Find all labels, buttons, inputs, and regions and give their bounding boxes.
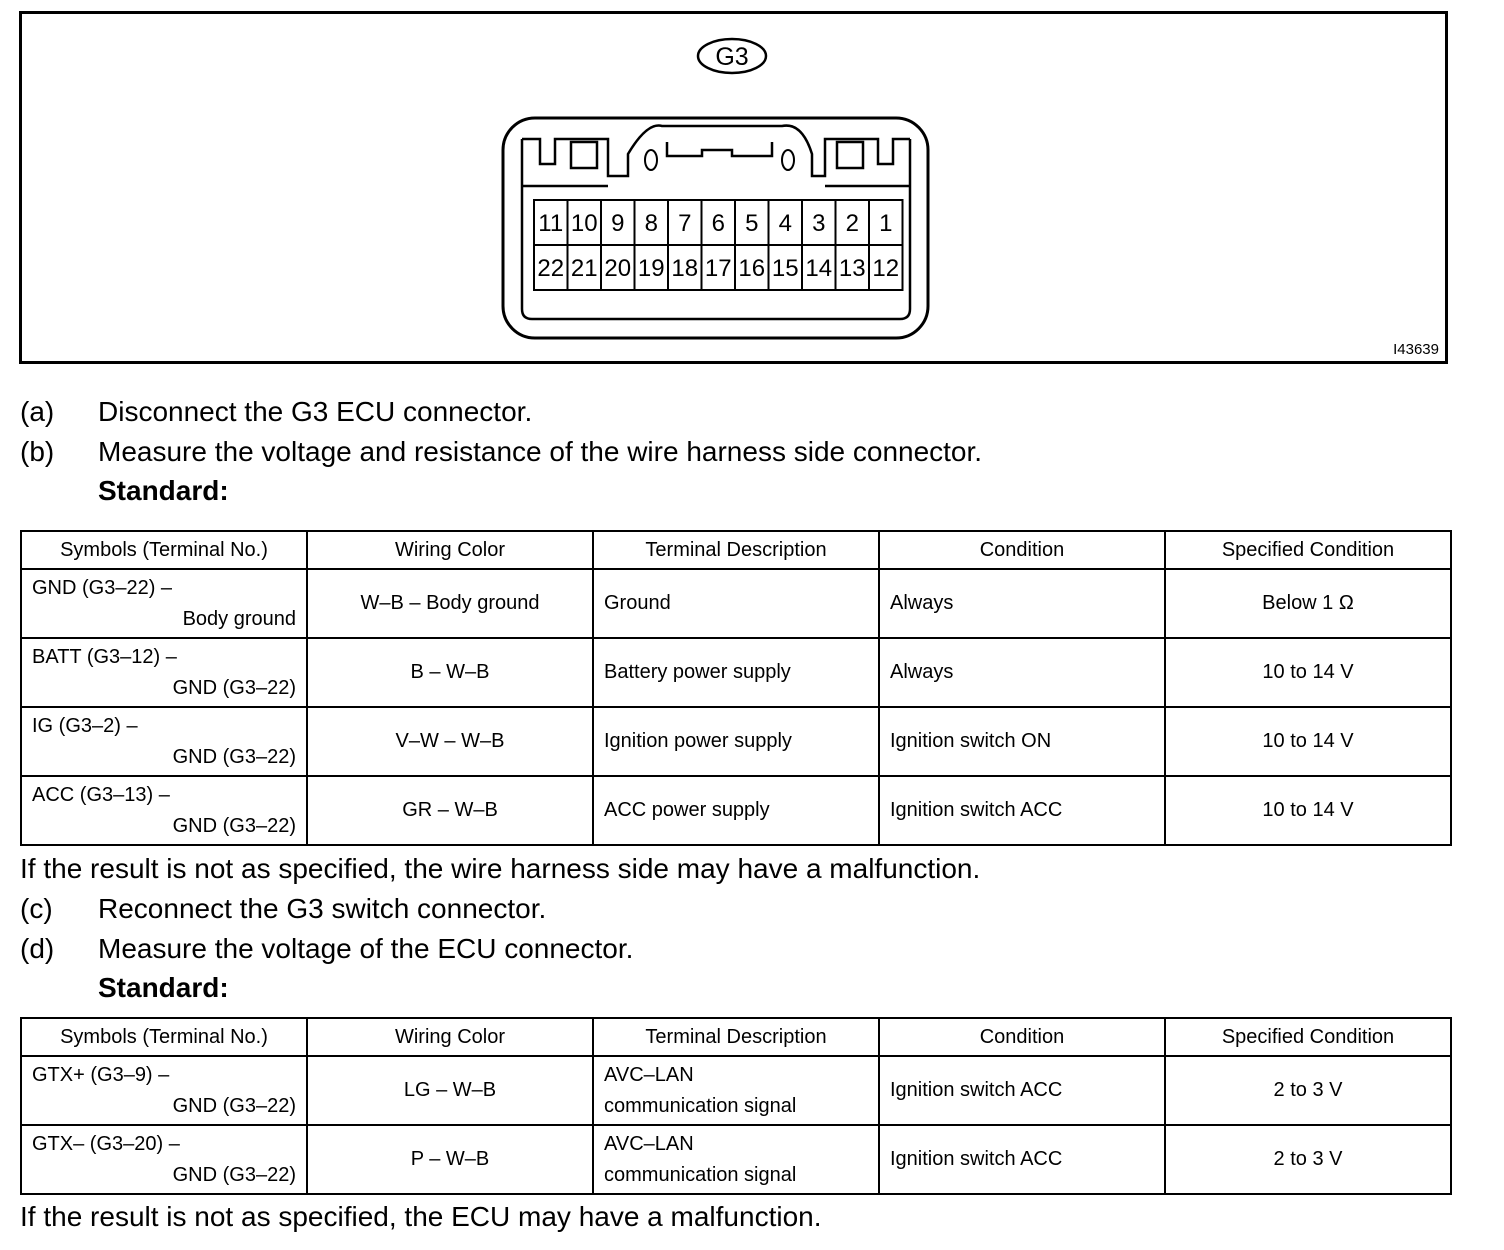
cell-wiring-color: W–B – Body ground <box>307 569 593 638</box>
cell-condition: Always <box>879 638 1165 707</box>
pin-number: 15 <box>771 255 799 282</box>
pin-number: 17 <box>704 255 732 282</box>
cell-specified-condition: 2 to 3 V <box>1165 1056 1451 1125</box>
step-a-text: Disconnect the G3 ECU connector. <box>98 396 533 427</box>
pin-number: 8 <box>644 210 658 237</box>
pin-number: 22 <box>537 255 565 282</box>
column-header: Specified Condition <box>1165 531 1451 569</box>
pin-number: 20 <box>604 255 632 282</box>
cell-specified-condition: 10 to 14 V <box>1165 707 1451 776</box>
cell-symbol: IG (G3–2) – GND (G3–22) <box>21 707 307 776</box>
figure-id: I43639 <box>1393 341 1439 358</box>
cell-specified-condition: Below 1 Ω <box>1165 569 1451 638</box>
standard-heading-1: Standard: <box>98 475 229 506</box>
column-header: Specified Condition <box>1165 1018 1451 1056</box>
center-key <box>667 142 772 156</box>
connector-label: G3 <box>715 43 749 71</box>
pin-number: 19 <box>637 255 665 282</box>
table-row <box>21 707 1451 776</box>
column-header: Symbols (Terminal No.) <box>21 1018 307 1056</box>
pin-number: 6 <box>711 210 725 237</box>
pin-number: 2 <box>845 210 859 237</box>
cell-wiring-color: GR – W–B <box>307 776 593 845</box>
column-header: Condition <box>879 531 1165 569</box>
cell-condition: Ignition switch ON <box>879 707 1165 776</box>
right-latch-square <box>837 142 863 168</box>
column-header: Terminal Description <box>593 1018 879 1056</box>
left-guide-pin <box>645 150 657 170</box>
cell-terminal-description: ACC power supply <box>593 776 879 845</box>
cell-terminal-description: Battery power supply <box>593 638 879 707</box>
pin-grid <box>534 200 903 290</box>
column-header: Condition <box>879 1018 1165 1056</box>
table-row <box>21 1056 1451 1125</box>
cell-terminal-description: Ground <box>593 569 879 638</box>
spec-table-harness <box>20 530 1452 846</box>
table-row <box>21 776 1451 845</box>
cell-condition: Ignition switch ACC <box>879 1125 1165 1194</box>
pin-number: 7 <box>678 210 692 237</box>
pin-number: 14 <box>805 255 833 282</box>
table-row <box>21 638 1451 707</box>
cell-symbol: ACC (G3–13) – GND (G3–22) <box>21 776 307 845</box>
pin-number: 5 <box>745 210 759 237</box>
cell-terminal-description: Ignition power supply <box>593 707 879 776</box>
connector-figure <box>19 11 1448 364</box>
step-d <box>20 933 633 965</box>
left-latch-square <box>571 142 597 168</box>
spec-table-ecu <box>20 1017 1452 1195</box>
column-header: Symbols (Terminal No.) <box>21 531 307 569</box>
table-row <box>21 1125 1451 1194</box>
cell-wiring-color: V–W – W–B <box>307 707 593 776</box>
column-header: Wiring Color <box>307 531 593 569</box>
table-header-row <box>21 531 1451 569</box>
cell-terminal-description: AVC–LAN communication signal <box>593 1125 879 1194</box>
step-a-label: (a) <box>20 396 55 427</box>
cell-symbol: GTX– (G3–20) – GND (G3–22) <box>21 1125 307 1194</box>
cell-condition: Always <box>879 569 1165 638</box>
connector-diagram <box>22 14 1445 361</box>
pin-number: 12 <box>872 255 900 282</box>
cell-wiring-color: LG – W–B <box>307 1056 593 1125</box>
step-c <box>20 893 546 925</box>
pin-number: 3 <box>812 210 826 237</box>
right-guide-pin <box>782 150 794 170</box>
column-header: Terminal Description <box>593 531 879 569</box>
table-row <box>21 569 1451 638</box>
cell-condition: Ignition switch ACC <box>879 1056 1165 1125</box>
table-header-row <box>21 1018 1451 1056</box>
pin-number: 16 <box>738 255 766 282</box>
note-harness: If the result is not as specified, the wire harness side may have a malfunction. <box>20 853 981 884</box>
pin-number: 10 <box>570 210 598 237</box>
note-ecu: If the result is not as specified, the ECU may have a malfunction. <box>20 1201 822 1232</box>
cell-symbol: BATT (G3–12) – GND (G3–22) <box>21 638 307 707</box>
pin-number: 11 <box>538 210 564 237</box>
column-header: Wiring Color <box>307 1018 593 1056</box>
cell-symbol: GTX+ (G3–9) – GND (G3–22) <box>21 1056 307 1125</box>
cell-symbol: GND (G3–22) – Body ground <box>21 569 307 638</box>
step-c-text: Reconnect the G3 switch connector. <box>98 893 547 924</box>
step-b-label: (b) <box>20 436 55 467</box>
cell-specified-condition: 2 to 3 V <box>1165 1125 1451 1194</box>
standard-heading-2: Standard: <box>98 972 229 1003</box>
step-d-label: (d) <box>20 933 55 964</box>
step-b-text: Measure the voltage and resistance of the wire harness side connector. <box>98 436 983 467</box>
cell-wiring-color: B – W–B <box>307 638 593 707</box>
pin-number: 9 <box>611 210 625 237</box>
pin-number: 4 <box>778 210 792 237</box>
cell-wiring-color: P – W–B <box>307 1125 593 1194</box>
pin-number: 1 <box>879 210 893 237</box>
pin-number: 13 <box>838 255 866 282</box>
step-b <box>20 436 982 468</box>
cell-condition: Ignition switch ACC <box>879 776 1165 845</box>
step-c-label: (c) <box>20 893 53 924</box>
cell-specified-condition: 10 to 14 V <box>1165 638 1451 707</box>
step-d-text: Measure the voltage of the ECU connector. <box>98 933 634 964</box>
cell-terminal-description: AVC–LAN communication signal <box>593 1056 879 1125</box>
step-a <box>20 396 532 428</box>
cell-specified-condition: 10 to 14 V <box>1165 776 1451 845</box>
pin-number: 21 <box>570 255 598 282</box>
pin-number: 18 <box>671 255 699 282</box>
